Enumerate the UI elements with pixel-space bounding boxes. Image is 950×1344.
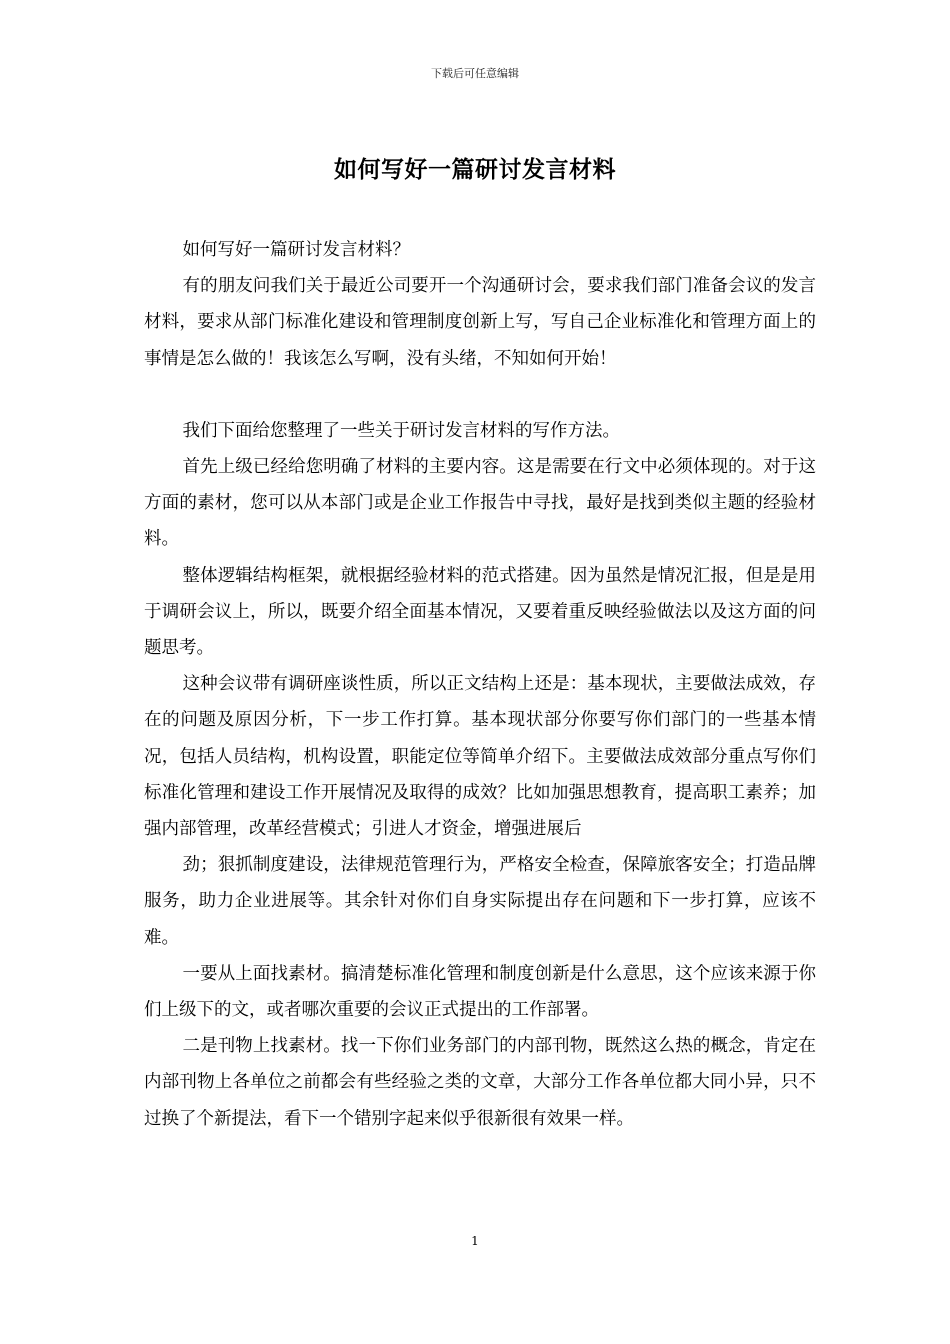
header-note: 下载后可任意编辑: [431, 67, 519, 80]
page-number: 1: [471, 1234, 479, 1248]
paragraph: 劲；狠抓制度建设，法律规范管理行为，严格安全检查，保障旅客安全；打造品牌服务，助力企业进展等。其余针对你们自身实际提出存在问题和下一步打算，应该不难。: [144, 855, 816, 948]
paragraph: 整体逻辑结构框架，就根据经验材料的范式搭建。因为虽然是情况汇报，但是是用于调研会议上，所以，既要介绍全面基本情况，又要着重反映经验做法以及这方面的问题思考。: [144, 565, 816, 659]
paragraph: 如何写好一篇研讨发言材料？: [182, 240, 410, 260]
paragraph: 二是刊物上找素材。找一下你们业务部门的内部刊物，既然这么热的概念，肯定在内部刊物上各单位之前都会有些经验之类的文章，大部分工作各单位都大同小异，只不过换了个新提法，看下一个错别字起来似乎很新很有效果一样。: [144, 1036, 816, 1129]
document-title: 如何写好一篇研讨发言材料: [334, 156, 616, 183]
document-body: [144, 232, 816, 1137]
paragraph: 我们下面给您整理了一些关于研讨发言材料的写作方法。: [182, 420, 620, 441]
paragraph: 首先上级已经给您明确了材料的主要内容。这是需要在行文中必须体现的。对于这方面的素材，您可以从本部门或是企业工作报告中寻找，最好是找到类似主题的经验材料。: [144, 457, 816, 550]
paragraph: 一要从上面找素材。搞清楚标准化管理和制度创新是什么意思，这个应该来源于你们上级下的文，或者哪次重要的会议正式提出的工作部署。: [144, 963, 816, 1021]
paragraph: 有的朋友问我们关于最近公司要开一个沟通研讨会，要求我们部门准备会议的发言材料，要求从部门标准化建设和管理制度创新上写，写自己企业标准化和管理方面上的事情是怎么做的！我该怎么写啊，没有头绪，不知如何开始！: [144, 276, 816, 369]
paragraph: 这种会议带有调研座谈性质，所以正文结构上还是：基本现状，主要做法成效，存在的问题及原因分析，下一步工作打算。基本现状部分你要写你们部门的一些基本情况，包括人员结构，机构设置，职能定位等简单介绍下。主要做法成效部分重点写你们标准化管理和建设工作开展情况及取得的成效？比如加强思想教育，提高职工素养；加强内部管理，改革经营模式；引进人才资金，增强进展后: [144, 674, 816, 840]
